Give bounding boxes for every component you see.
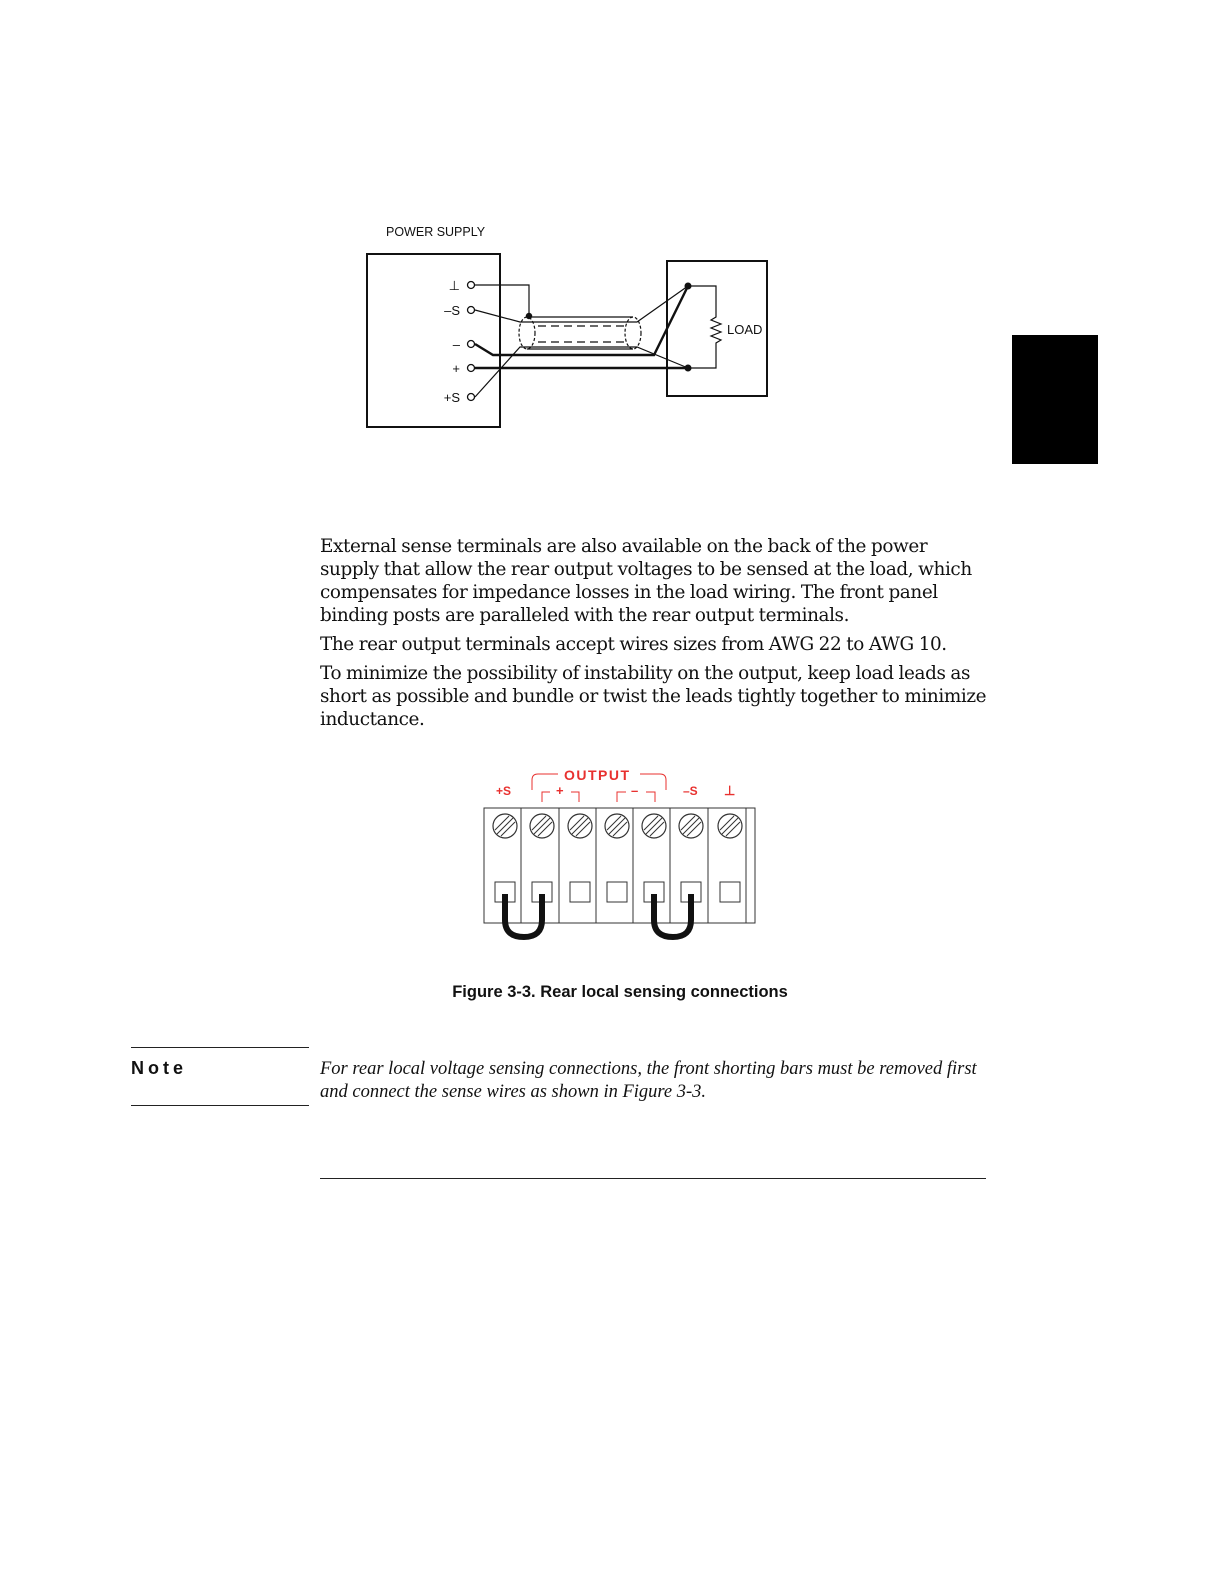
- note-label: Note: [131, 1058, 187, 1078]
- rear-terminal-block-diagram: [470, 760, 770, 950]
- paragraph-instability: To minimize the possibility of instability on the output, keep load leads as short as possible and bundle or twist the leads tightly together to minimize inductance.: [320, 663, 987, 730]
- note-rule-top: [131, 1047, 309, 1048]
- figure-caption: Figure 3-3. Rear local sensing connections: [452, 983, 788, 1001]
- power-supply-wiring-diagram: [350, 215, 790, 445]
- chapter-tab-marker: [1012, 335, 1098, 464]
- power-supply-box: [367, 254, 500, 427]
- note-rule-bottom: [131, 1105, 309, 1106]
- output-label: OUTPUT: [564, 767, 631, 783]
- terminal-minus-sense: [468, 307, 475, 314]
- terminal-ground: [468, 282, 475, 289]
- note-text: For rear local voltage sensing connections, the front shorting bars must be removed first and connect the sense wires as shown in Figure 3-3.: [320, 1059, 977, 1102]
- body-text: [320, 535, 990, 737]
- label-minus-sense: –S: [683, 784, 698, 798]
- terminal-plus-label: +: [452, 361, 460, 376]
- terminal-minus-sense-label: –S: [444, 303, 460, 318]
- paragraph-wire-sizes: The rear output terminals accept wires sizes from AWG 22 to AWG 10.: [320, 634, 947, 655]
- terminal-plus-sense: [468, 394, 475, 401]
- page-divider: [320, 1178, 986, 1179]
- terminal-minus: [468, 341, 475, 348]
- label-minus: –: [631, 783, 639, 798]
- paragraph-sense-terminals: External sense terminals are also available on the back of the power supply that allow the rear output voltages to be sensed at the load, which compensates for impedance losses in the load wiring. The front panel binding posts are paralleled with the rear output terminals.: [320, 536, 972, 626]
- label-ground: ⊥: [724, 783, 736, 798]
- label-plus: +: [556, 783, 564, 798]
- terminal-ground-label: ⊥: [448, 278, 460, 293]
- terminal-plus: [468, 365, 475, 372]
- terminal-plus-sense-label: +S: [443, 390, 460, 405]
- label-plus-sense: +S: [496, 784, 512, 798]
- terminal-minus-label: –: [452, 337, 460, 352]
- power-supply-title: POWER SUPPLY: [386, 225, 486, 239]
- load-label: LOAD: [727, 322, 763, 337]
